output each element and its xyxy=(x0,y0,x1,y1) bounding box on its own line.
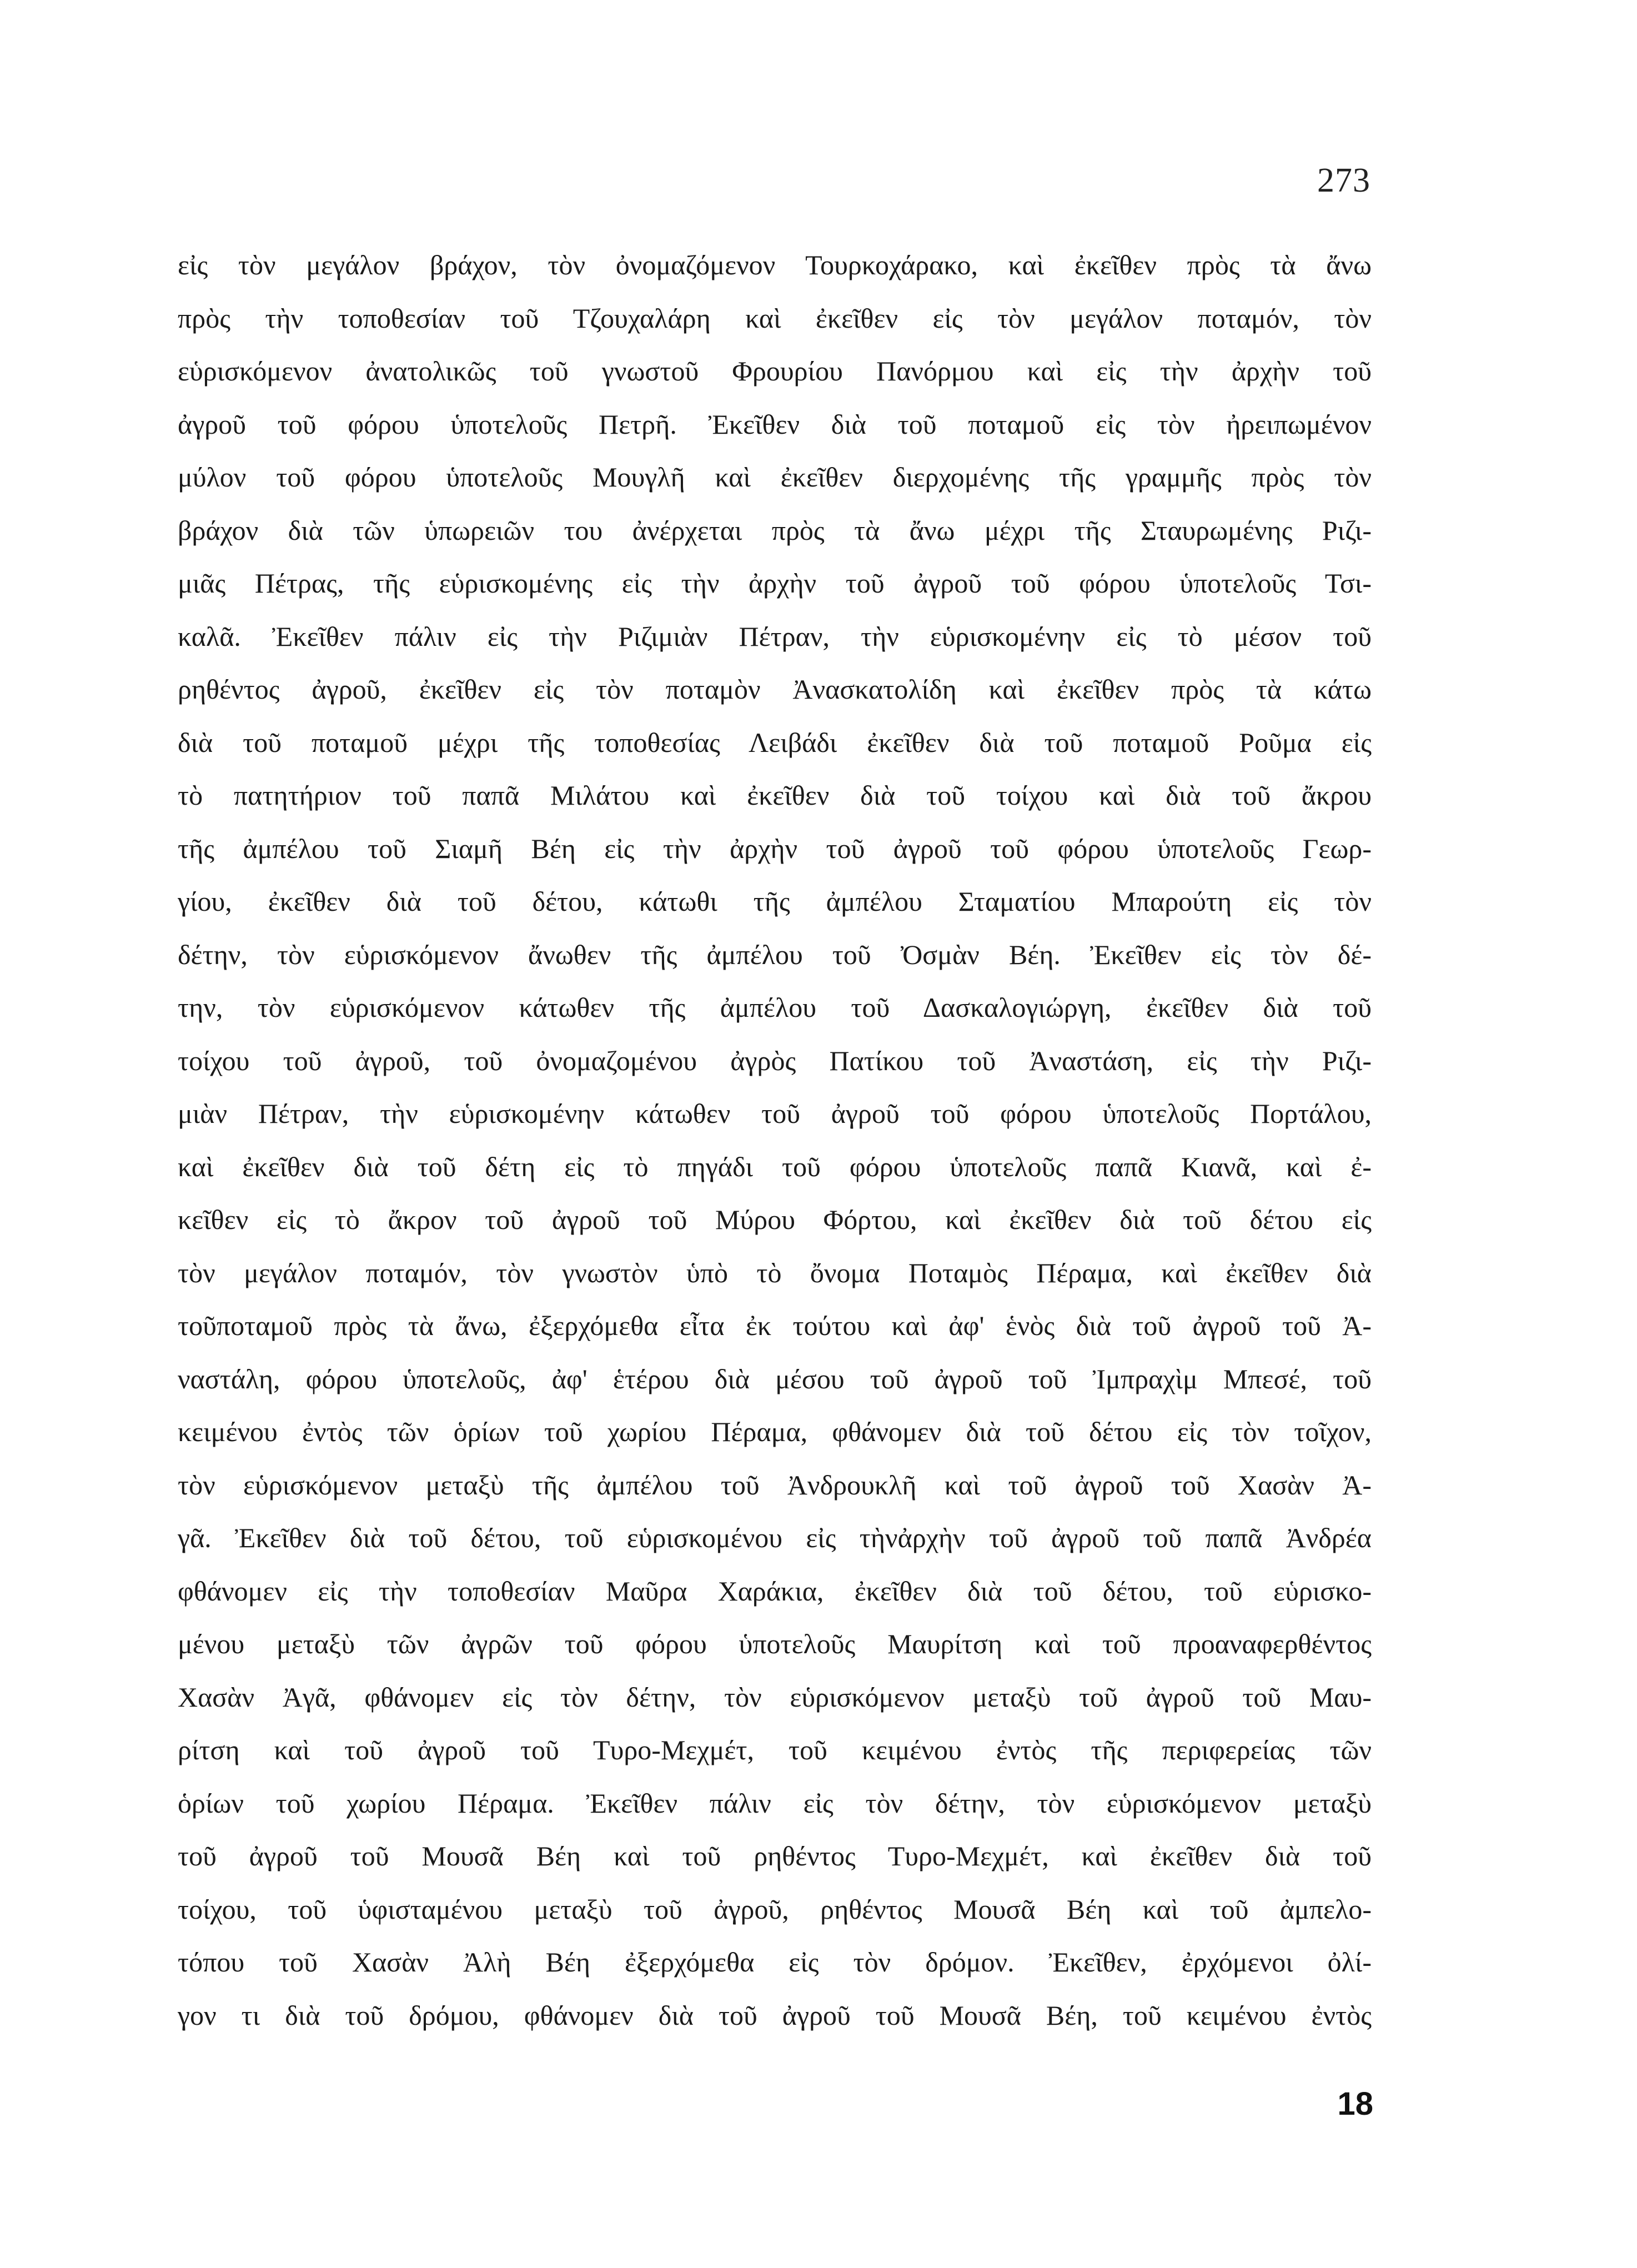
text-line: φθάνομεν εἰς τὴν τοποθεσίαν Μαῦρα Χαράκια, ἐκεῖθεν διὰ τοῦ δέτου, τοῦ εὑρισκο- xyxy=(178,1575,1372,1607)
text-line: μύλον τοῦ φόρου ὑποτελοῦς Μουγλῆ καὶ ἐκεῖθεν διερχομένης τῆς γραμμῆς πρὸς τὸν xyxy=(178,461,1372,493)
text-line: τοῦποταμοῦ πρὸς τὰ ἄνω, ἐξερχόμεθα εἶτα ἐκ τούτου καὶ ἀφ' ἑνὸς διὰ τοῦ ἀγροῦ τοῦ Ἀ- xyxy=(178,1310,1372,1341)
text-line: ὁρίων τοῦ χωρίου Πέραμα. Ἐκεῖθεν πάλιν εἰς τὸν δέτην, τὸν εὑρισκόμενον μεταξὺ xyxy=(178,1787,1372,1819)
text-line: τοίχου, τοῦ ὑφισταμένου μεταξὺ τοῦ ἀγροῦ, ρηθέντος Μουσᾶ Βέη καὶ τοῦ ἀμπελο- xyxy=(178,1893,1372,1925)
text-line: ρίτση καὶ τοῦ ἀγροῦ τοῦ Τυρο-Μεχμέτ, τοῦ κειμένου ἐντὸς τῆς περιφερείας τῶν xyxy=(178,1734,1372,1765)
text-line: μιᾶς Πέτρας, τῆς εὑρισκομένης εἰς τὴν ἀρχὴν τοῦ ἀγροῦ τοῦ φόρου ὑποτελοῦς Τσι- xyxy=(178,568,1372,599)
text-line: τῆς ἀμπέλου τοῦ Σιαμῆ Βέη εἰς τὴν ἀρχὴν τοῦ ἀγροῦ τοῦ φόρου ὑποτελοῦς Γεωρ- xyxy=(178,832,1372,864)
text-line: τοίχου τοῦ ἀγροῦ, τοῦ ὀνομαζομένου ἀγρὸς Πατίκου τοῦ Ἀναστάση, εἰς τὴν Ριζι- xyxy=(178,1045,1372,1076)
text-line: τόπου τοῦ Χασὰν Ἀλὴ Βέη ἐξερχόμεθα εἰς τὸν δρόμον. Ἐκεῖθεν, ἐρχόμενοι ὀλί- xyxy=(178,1946,1372,1978)
text-line: ναστάλη, φόρου ὑποτελοῦς, ἀφ' ἑτέρου διὰ μέσου τοῦ ἀγροῦ τοῦ Ἰμπραχὶμ Μπεσέ, τοῦ xyxy=(178,1363,1372,1394)
text-line: διὰ τοῦ ποταμοῦ μέχρι τῆς τοποθεσίας Λειβάδι ἐκεῖθεν διὰ τοῦ ποταμοῦ Ροῦμα εἰς xyxy=(178,726,1372,758)
text-line: καὶ ἐκεῖθεν διὰ τοῦ δέτη εἰς τὸ πηγάδι τοῦ φόρου ὑποτελοῦς παπᾶ Κιανᾶ, καὶ ἐ- xyxy=(178,1151,1372,1182)
body-text xyxy=(178,239,1372,2042)
text-line: τὸ πατητήριον τοῦ παπᾶ Μιλάτου καὶ ἐκεῖθεν διὰ τοῦ τοίχου καὶ διὰ τοῦ ἄκρου xyxy=(178,780,1372,811)
text-line: μιὰν Πέτραν, τὴν εὑρισκομένην κάτωθεν τοῦ ἀγροῦ τοῦ φόρου ὑποτελοῦς Πορτάλου, xyxy=(178,1098,1372,1129)
text-line: κεῖθεν εἰς τὸ ἄκρον τοῦ ἀγροῦ τοῦ Μύρου Φόρτου, καὶ ἐκεῖθεν διὰ τοῦ δέτου εἰς xyxy=(178,1204,1372,1235)
text-line: μένου μεταξὺ τῶν ἀγρῶν τοῦ φόρου ὑποτελοῦς Μαυρίτση καὶ τοῦ προαναφερθέντος xyxy=(178,1628,1372,1659)
text-line: ρηθέντος ἀγροῦ, ἐκεῖθεν εἰς τὸν ποταμὸν Ἀνασκατολίδη καὶ ἐκεῖθεν πρὸς τὰ κάτω xyxy=(178,674,1372,705)
page-number: 273 xyxy=(1317,162,1370,199)
text-line: γίου, ἐκεῖθεν διὰ τοῦ δέτου, κάτωθι τῆς ἀμπέλου Σταματίου Μπαρούτη εἰς τὸν xyxy=(178,886,1372,917)
text-line: κειμένου ἐντὸς τῶν ὁρίων τοῦ χωρίου Πέραμα, φθάνομεν διὰ τοῦ δέτου εἰς τὸν τοῖχον, xyxy=(178,1416,1372,1447)
text-line: τὸν εὑρισκόμενον μεταξὺ τῆς ἀμπέλου τοῦ Ἀνδρουκλῆ καὶ τοῦ ἀγροῦ τοῦ Χασὰν Ἀ- xyxy=(178,1469,1372,1501)
text-line: δέτην, τὸν εὑρισκόμενον ἄνωθεν τῆς ἀμπέλου τοῦ Ὀσμὰν Βέη. Ἐκεῖθεν εἰς τὸν δέ- xyxy=(178,939,1372,970)
text-line: καλᾶ. Ἐκεῖθεν πάλιν εἰς τὴν Ριζιμιὰν Πέτραν, τὴν εὑρισκομένην εἰς τὸ μέσον τοῦ xyxy=(178,620,1372,652)
text-line: γον τι διὰ τοῦ δρόμου, φθάνομεν διὰ τοῦ ἀγροῦ τοῦ Μουσᾶ Βέη, τοῦ κειμένου ἐντὸς xyxy=(178,1999,1372,2031)
text-line: τοῦ ἀγροῦ τοῦ Μουσᾶ Βέη καὶ τοῦ ρηθέντος Τυρο-Μεχμέτ, καὶ ἐκεῖθεν διὰ τοῦ xyxy=(178,1840,1372,1871)
text-line: Χασὰν Ἀγᾶ, φθάνομεν εἰς τὸν δέτην, τὸν εὑρισκόμενον μεταξὺ τοῦ ἀγροῦ τοῦ Μαυ- xyxy=(178,1681,1372,1713)
text-line: ἀγροῦ τοῦ φόρου ὑποτελοῦς Πετρῆ. Ἐκεῖθεν διὰ τοῦ ποταμοῦ εἰς τὸν ἠρειπωμένον xyxy=(178,408,1372,440)
text-line: εἰς τὸν μεγάλον βράχον, τὸν ὀνομαζόμενον Τουρκοχάρακο, καὶ ἐκεῖθεν πρὸς τὰ ἄνω xyxy=(178,249,1372,280)
text-line: εὑρισκόμενον ἀνατολικῶς τοῦ γνωστοῦ Φρουρίου Πανόρμου καὶ εἰς τὴν ἀρχὴν τοῦ xyxy=(178,355,1372,387)
text-line: την, τὸν εὑρισκόμενον κάτωθεν τῆς ἀμπέλου τοῦ Δασκαλογιώργη, ἐκεῖθεν διὰ τοῦ xyxy=(178,992,1372,1023)
text-line: τὸν μεγάλον ποταμόν, τὸν γνωστὸν ὑπὸ τὸ ὄνομα Ποταμὸς Πέραμα, καὶ ἐκεῖθεν διὰ xyxy=(178,1257,1372,1288)
signature-mark: 18 xyxy=(1337,2086,1373,2122)
text-line: γᾶ. Ἐκεῖθεν διὰ τοῦ δέτου, τοῦ εὑρισκομένου εἰς τὴνἀρχὴν τοῦ ἀγροῦ τοῦ παπᾶ Ἀνδρέα xyxy=(178,1522,1372,1553)
text-line: βράχον διὰ τῶν ὑπωρειῶν του ἀνέρχεται πρὸς τὰ ἄνω μέχρι τῆς Σταυρωμένης Ριζι- xyxy=(178,514,1372,546)
text-line: πρὸς τὴν τοποθεσίαν τοῦ Τζουχαλάρη καὶ ἐκεῖθεν εἰς τὸν μεγάλον ποταμόν, τὸν xyxy=(178,302,1372,334)
